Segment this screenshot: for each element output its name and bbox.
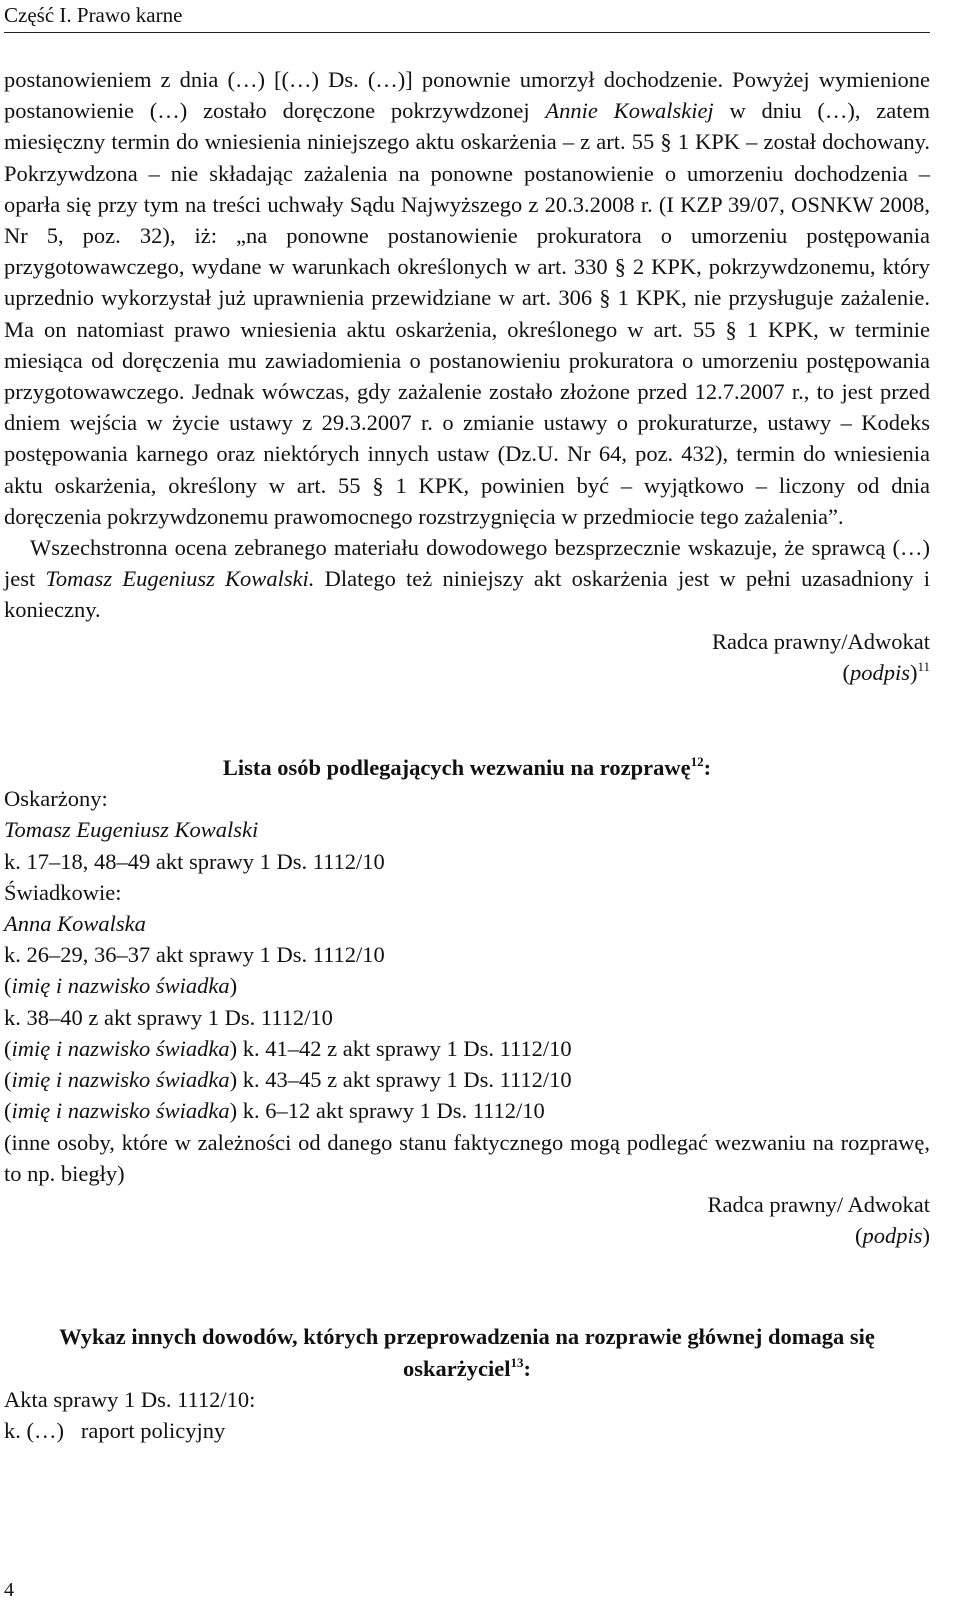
text-run: (	[4, 1035, 12, 1061]
witness-list	[4, 783, 930, 1126]
text-run: ) k. 43–45 z akt sprawy 1 Ds. 1112/10	[229, 1067, 572, 1093]
list-line	[4, 1384, 930, 1415]
evidence-list	[4, 1384, 930, 1446]
footnote-marker[interactable]: 13	[510, 1354, 524, 1370]
text-run: postanowieniem z dnia (…) [(…) Ds. (…)] ponownie umorzył dochodzenie. Powyżej wymienione postanowienie (…) zostało doręczone pokrzywdzonej	[4, 67, 930, 124]
list-line	[4, 846, 930, 877]
signature-role: Radca prawny/Adwokat	[711, 628, 930, 654]
italic-text: podpis	[849, 659, 910, 685]
text-run: )	[909, 659, 918, 685]
italic-text: imię i nazwisko świadka	[11, 1035, 230, 1061]
italic-text: Anna Kowalska	[4, 911, 146, 937]
list-line	[4, 1064, 930, 1095]
list-line	[4, 939, 930, 970]
list-line	[4, 1033, 930, 1064]
text-run: (	[4, 1098, 12, 1124]
paragraph-procedural-history	[4, 64, 930, 532]
footnote-marker[interactable]: 12	[690, 754, 704, 770]
list-line	[4, 783, 930, 814]
running-head: Część I. Prawo karne	[4, 2, 930, 33]
italic-text: Tomasz Eugeniusz Kowalski	[4, 817, 259, 843]
text-run: Akta sprawy 1 Ds. 1112/10:	[4, 1386, 256, 1412]
italic-text: imię i nazwisko świadka	[11, 973, 230, 999]
italic-text: Tomasz Eugeniusz Kowalski.	[45, 566, 315, 592]
text-run: :	[703, 755, 712, 781]
italic-text: imię i nazwisko świadka	[11, 1067, 230, 1093]
text-run: )	[922, 1223, 930, 1249]
list-line	[4, 877, 930, 908]
text-run: w dniu (…), zatem miesięczny termin do wniesienia niniejszego aktu oskarżenia – z art. 55 § 1 KPK – został dochowany. Pokrzywdzona – nie składając zażalenia na ponowne postanowienie o umorzeniu dochodzenia – oparła się przy tym na treści uchwały Sądu Najwyższego z 20.3.2008 r. (I KZP 39/07, OSNKW 2008, Nr 5, poz. 32), iż: „na ponowne postanowienie prokuratora o umorzeniu postępowania przygotowawczego, wydane w warunkach określonych w art. 330 § 2 KPK, pokrzywdzonemu, który uprzednio wykorzystał już uprawnienia przewidziane w art. 306 § 1 KPK, nie przysługuje zażalenie. Ma on natomiast prawo wniesienia aktu oskarżenia, określonego w art. 55 § 1 KPK, w terminie miesiąca od doręczenia mu zawiadomienia o postanowieniu prokuratora o umorzeniu postępowania przygotowawczego. Jednak wówczas, gdy zażalenie zostało złożone przed 12.7.2007 r., to jest przed dniem wejścia w życie ustawy z 29.3.2007 r. o zmianie ustawy o prokuraturze, ustawy – Kodeks postępowania karnego oraz niektórych innych ustaw (Dz.U. Nr 64, poz. 432), termin do wniesienia aktu oskarżenia, określony w art. 55 § 1 KPK, powinien być – wyjątkowo – liczony od dnia doręczenia pokrzywdzonemu prawomocnego rozstrzygnięcia w przedmiocie tego zażalenia”.	[4, 98, 931, 529]
text-run: k. 26–29, 36–37 akt sprawy 1 Ds. 1112/10	[4, 942, 385, 968]
text-run: k. 38–40 z akt sprawy 1 Ds. 1112/10	[4, 1004, 333, 1030]
list-line	[4, 1095, 930, 1126]
page-content	[4, 64, 930, 1446]
text-run: :	[523, 1355, 531, 1381]
page-number: 4	[4, 1579, 14, 1601]
evidence-list-title	[4, 1321, 930, 1383]
witness-list-note: (inne osoby, które w zależności od danego stanu faktycznego mogą podlegać wezwaniu na rozprawę, to np. biegły)	[4, 1129, 930, 1186]
text-run: Wykaz innych dowodów, których przeprowadzenia na rozprawie głównej domaga się oskarżyciel	[59, 1324, 875, 1381]
text-run: (	[4, 973, 12, 999]
list-line	[4, 908, 930, 939]
text-run: Świadkowie:	[4, 879, 122, 905]
text-run: (	[854, 1223, 863, 1249]
paragraph-assessment	[4, 532, 930, 626]
list-line	[4, 1002, 930, 1033]
text-run: k. (…) raport policyjny	[4, 1417, 226, 1443]
text-run: Wszechstronna ocena zebranego materiału dowodowego bezsprzecznie wskazuje, że sprawcą (…) jest	[4, 535, 930, 592]
italic-text: imię i nazwisko świadka	[11, 1098, 230, 1124]
signature-placeholder	[4, 657, 930, 688]
witness-list-title	[4, 752, 930, 783]
list-line	[4, 814, 930, 845]
text-run: Oskarżony:	[4, 786, 108, 812]
italic-text: Annie Kowalskiej	[545, 98, 714, 124]
signature-role-2: Radca prawny/ Adwokat	[707, 1191, 930, 1217]
text-run: )	[229, 973, 238, 999]
text-run: ) k. 41–42 z akt sprawy 1 Ds. 1112/10	[229, 1035, 572, 1061]
text-run: Lista osób podlegających wezwaniu na rozprawę	[222, 755, 691, 781]
text-run: (	[4, 1067, 12, 1093]
list-line	[4, 970, 930, 1001]
text-run: Dlatego też niniejszy akt oskarżenia jest w pełni uzasadniony i konieczny.	[4, 566, 930, 623]
text-run: ) k. 6–12 akt sprawy 1 Ds. 1112/10	[229, 1098, 545, 1124]
italic-text: podpis	[862, 1223, 923, 1249]
list-line	[4, 1415, 930, 1446]
footnote-marker[interactable]: 11	[917, 658, 930, 674]
text-run: (	[842, 659, 850, 685]
signature-placeholder-2	[4, 1220, 930, 1251]
text-run: k. 17–18, 48–49 akt sprawy 1 Ds. 1112/10	[4, 848, 385, 874]
